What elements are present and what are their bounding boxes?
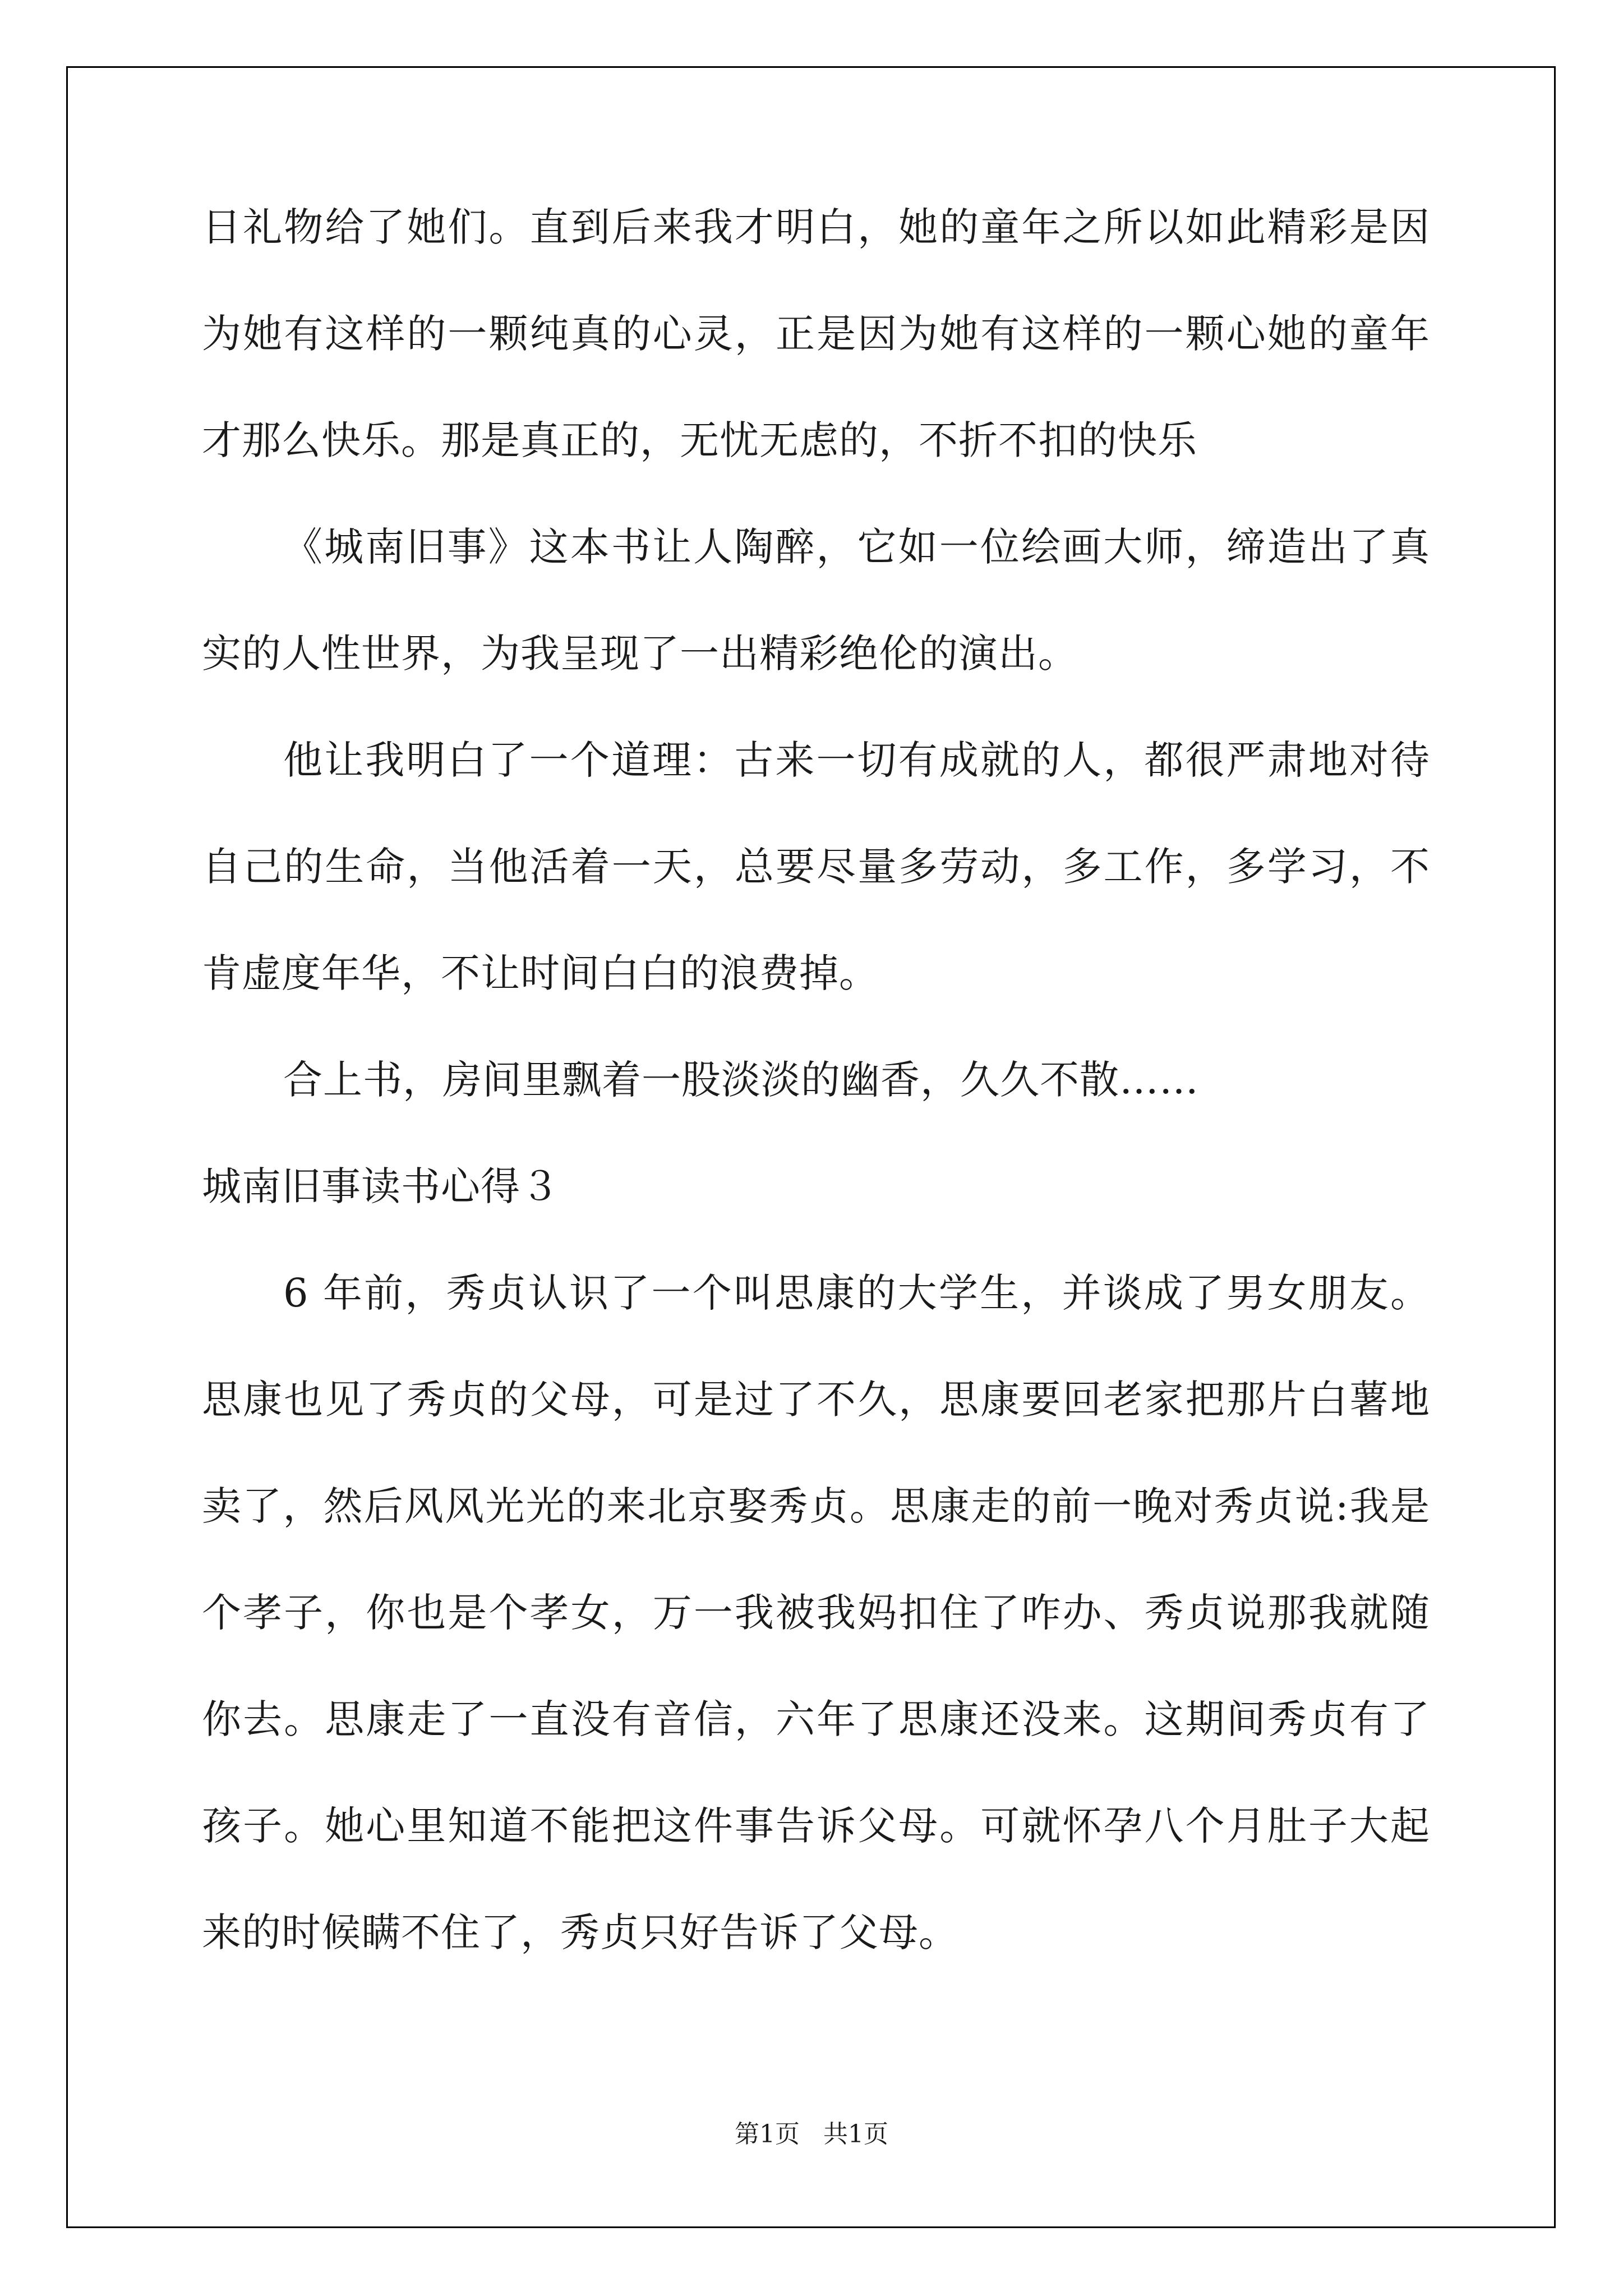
text-line: 才那么快乐。那是真正的，无忧无虑的，不折不扣的快乐 [202, 417, 1197, 463]
page-number-footer: 第1页 共1页 [735, 2120, 888, 2148]
text-line: 日礼物给了她们。直到后来我才明白，她的童年之所以如此精彩是因 [202, 204, 1430, 250]
text-line: 自己的生命，当他活着一天，总要尽量多劳动，多工作，多学习，不 [202, 844, 1430, 890]
paragraph-start-line: 他让我明白了一个道理：古来一切有成就的人，都很严肃地对待 [283, 737, 1430, 783]
paragraph-start-line: 合上书，房间里飘着一股淡淡的幽香，久久不散…… [283, 1057, 1199, 1103]
text-line: 卖了，然后风风光光的来北京娶秀贞。思康走的前一晚对秀贞说:我是 [202, 1483, 1430, 1529]
text-line: 来的时候瞒不住了，秀贞只好告诉了父母。 [202, 1910, 958, 1955]
paragraph-start-line: 《城南旧事》这本书让人陶醉，它如一位绘画大师，缔造出了真 [283, 524, 1430, 570]
text-line: 为她有这样的一颗纯真的心灵，正是因为她有这样的一颗心她的童年 [202, 311, 1430, 357]
paragraph-start-line: 6 年前，秀贞认识了一个叫思康的大学生，并谈成了男女朋友。 [283, 1270, 1430, 1316]
section-heading: 城南旧事读书心得３ [202, 1163, 560, 1209]
text-line: 你去。思康走了一直没有音信，六年了思康还没来。这期间秀贞有了 [202, 1696, 1430, 1742]
text-line: 个孝子，你也是个孝女，万一我被我妈扣住了咋办、秀贞说那我就随 [202, 1590, 1430, 1636]
page-border [66, 66, 1556, 2228]
text-line: 孩子。她心里知道不能把这件事告诉父母。可就怀孕八个月肚子大起 [202, 1803, 1430, 1849]
text-line: 肯虚度年华，不让时间白白的浪费掉。 [202, 950, 879, 996]
text-line: 思康也见了秀贞的父母，可是过了不久，思康要回老家把那片白薯地 [202, 1377, 1430, 1423]
text-line: 实的人性世界，为我呈现了一出精彩绝伦的演出。 [202, 631, 1078, 677]
